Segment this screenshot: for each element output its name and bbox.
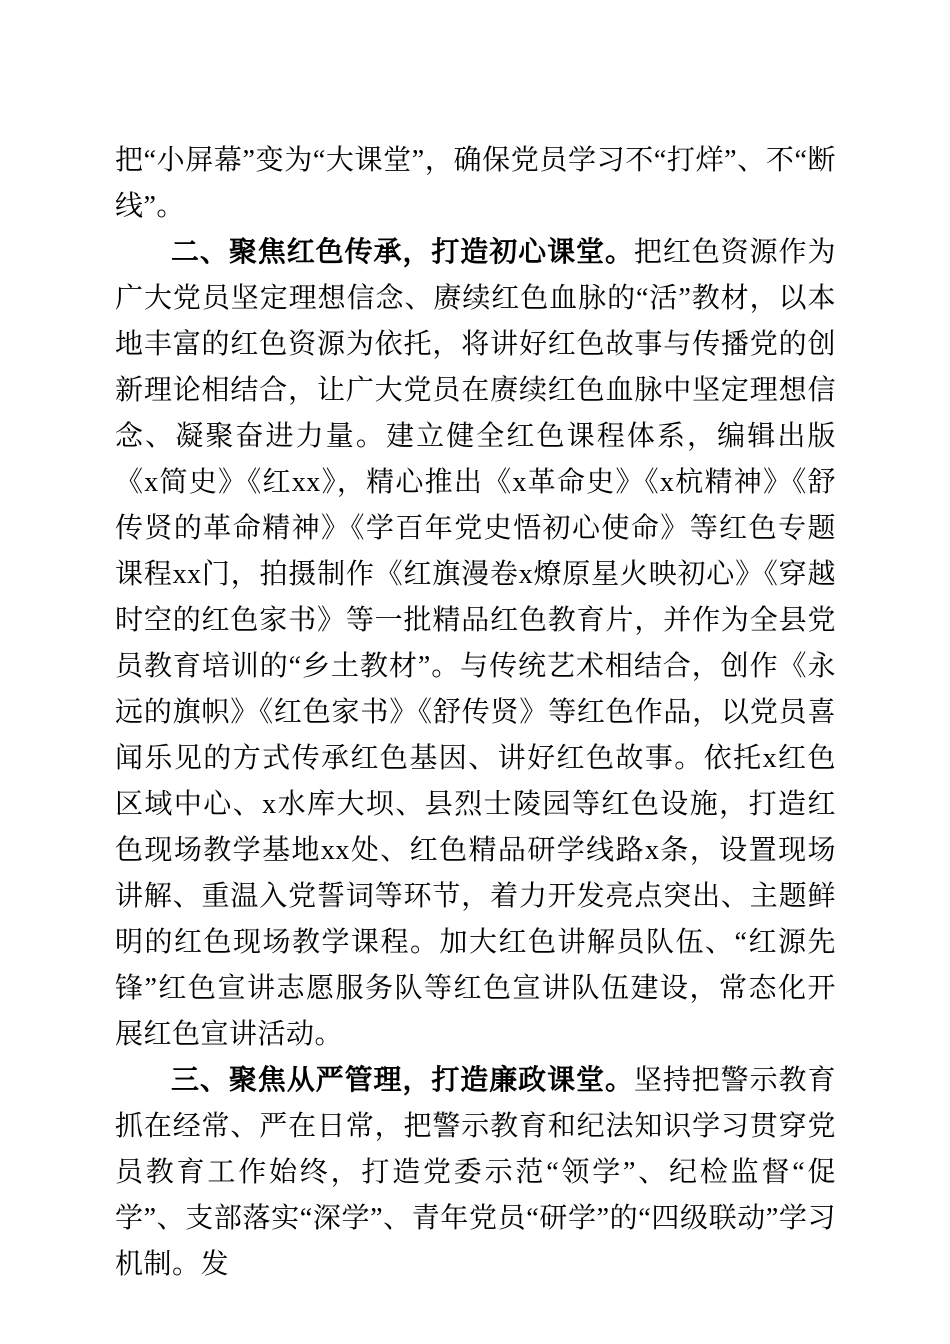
section-3-text: 坚持把警示教育抓在经常、严在日常，把警示教育和纪法知识学习贯穿党员教育工作始终，打造党委示范“领学”、纪检监督“促学”、支部落实“深学”、青年党员“研学”的“四级联动”学习机制。发 <box>115 1065 836 1280</box>
section-2-heading: 二、聚焦红色传承，打造初心课堂。 <box>171 237 634 268</box>
section-2-text: 把红色资源作为广大党员坚定理想信念、赓续红色血脉的“活”教材，以本地丰富的红色资源为依托，将讲好红色故事与传播党的创新理论相结合，让广大党员在赓续红色血脉中坚定理想信念、凝聚奋进力量。建立健全红色课程体系，编辑出版《x简史》《红xx》，精心推出《x革命史》《x杭精神》《舒传贤的革命精神》《学百年党史悟初心使命》等红色专题课程xx门，拍摄制作《红旗漫卷x燎原星火映初心》《穿越时空的红色家书》等一批精品红色教育片，并作为全县党员教育培训的“乡土教材”。与传统艺术相结合，创作《永远的旗帜》《红色家书》《舒传贤》等红色作品，以党员喜闻乐见的方式传承红色基因、讲好红色故事。依托x红色区域中心、x水库大坝、县烈士陵园等红色设施，打造红色现场教学基地xx处、红色精品研学线路x条，设置现场讲解、重温入党誓词等环节，着力开发亮点突出、主题鲜明的红色现场教学课程。加大红色讲解员队伍、“红源先锋”红色宣讲志愿服务队等红色宣讲队伍建设，常态化开展红色宣讲活动。 <box>115 237 836 1050</box>
paragraph-section-2 <box>115 230 836 1058</box>
paragraph-section-3 <box>115 1058 836 1288</box>
paragraph-continuation <box>115 138 836 230</box>
paragraph-text: 把“小屏幕”变为“大课堂”，确保党员学习不“打烊”、不“断线”。 <box>115 145 836 222</box>
section-3-heading: 三、聚焦从严管理，打造廉政课堂。 <box>171 1065 634 1096</box>
